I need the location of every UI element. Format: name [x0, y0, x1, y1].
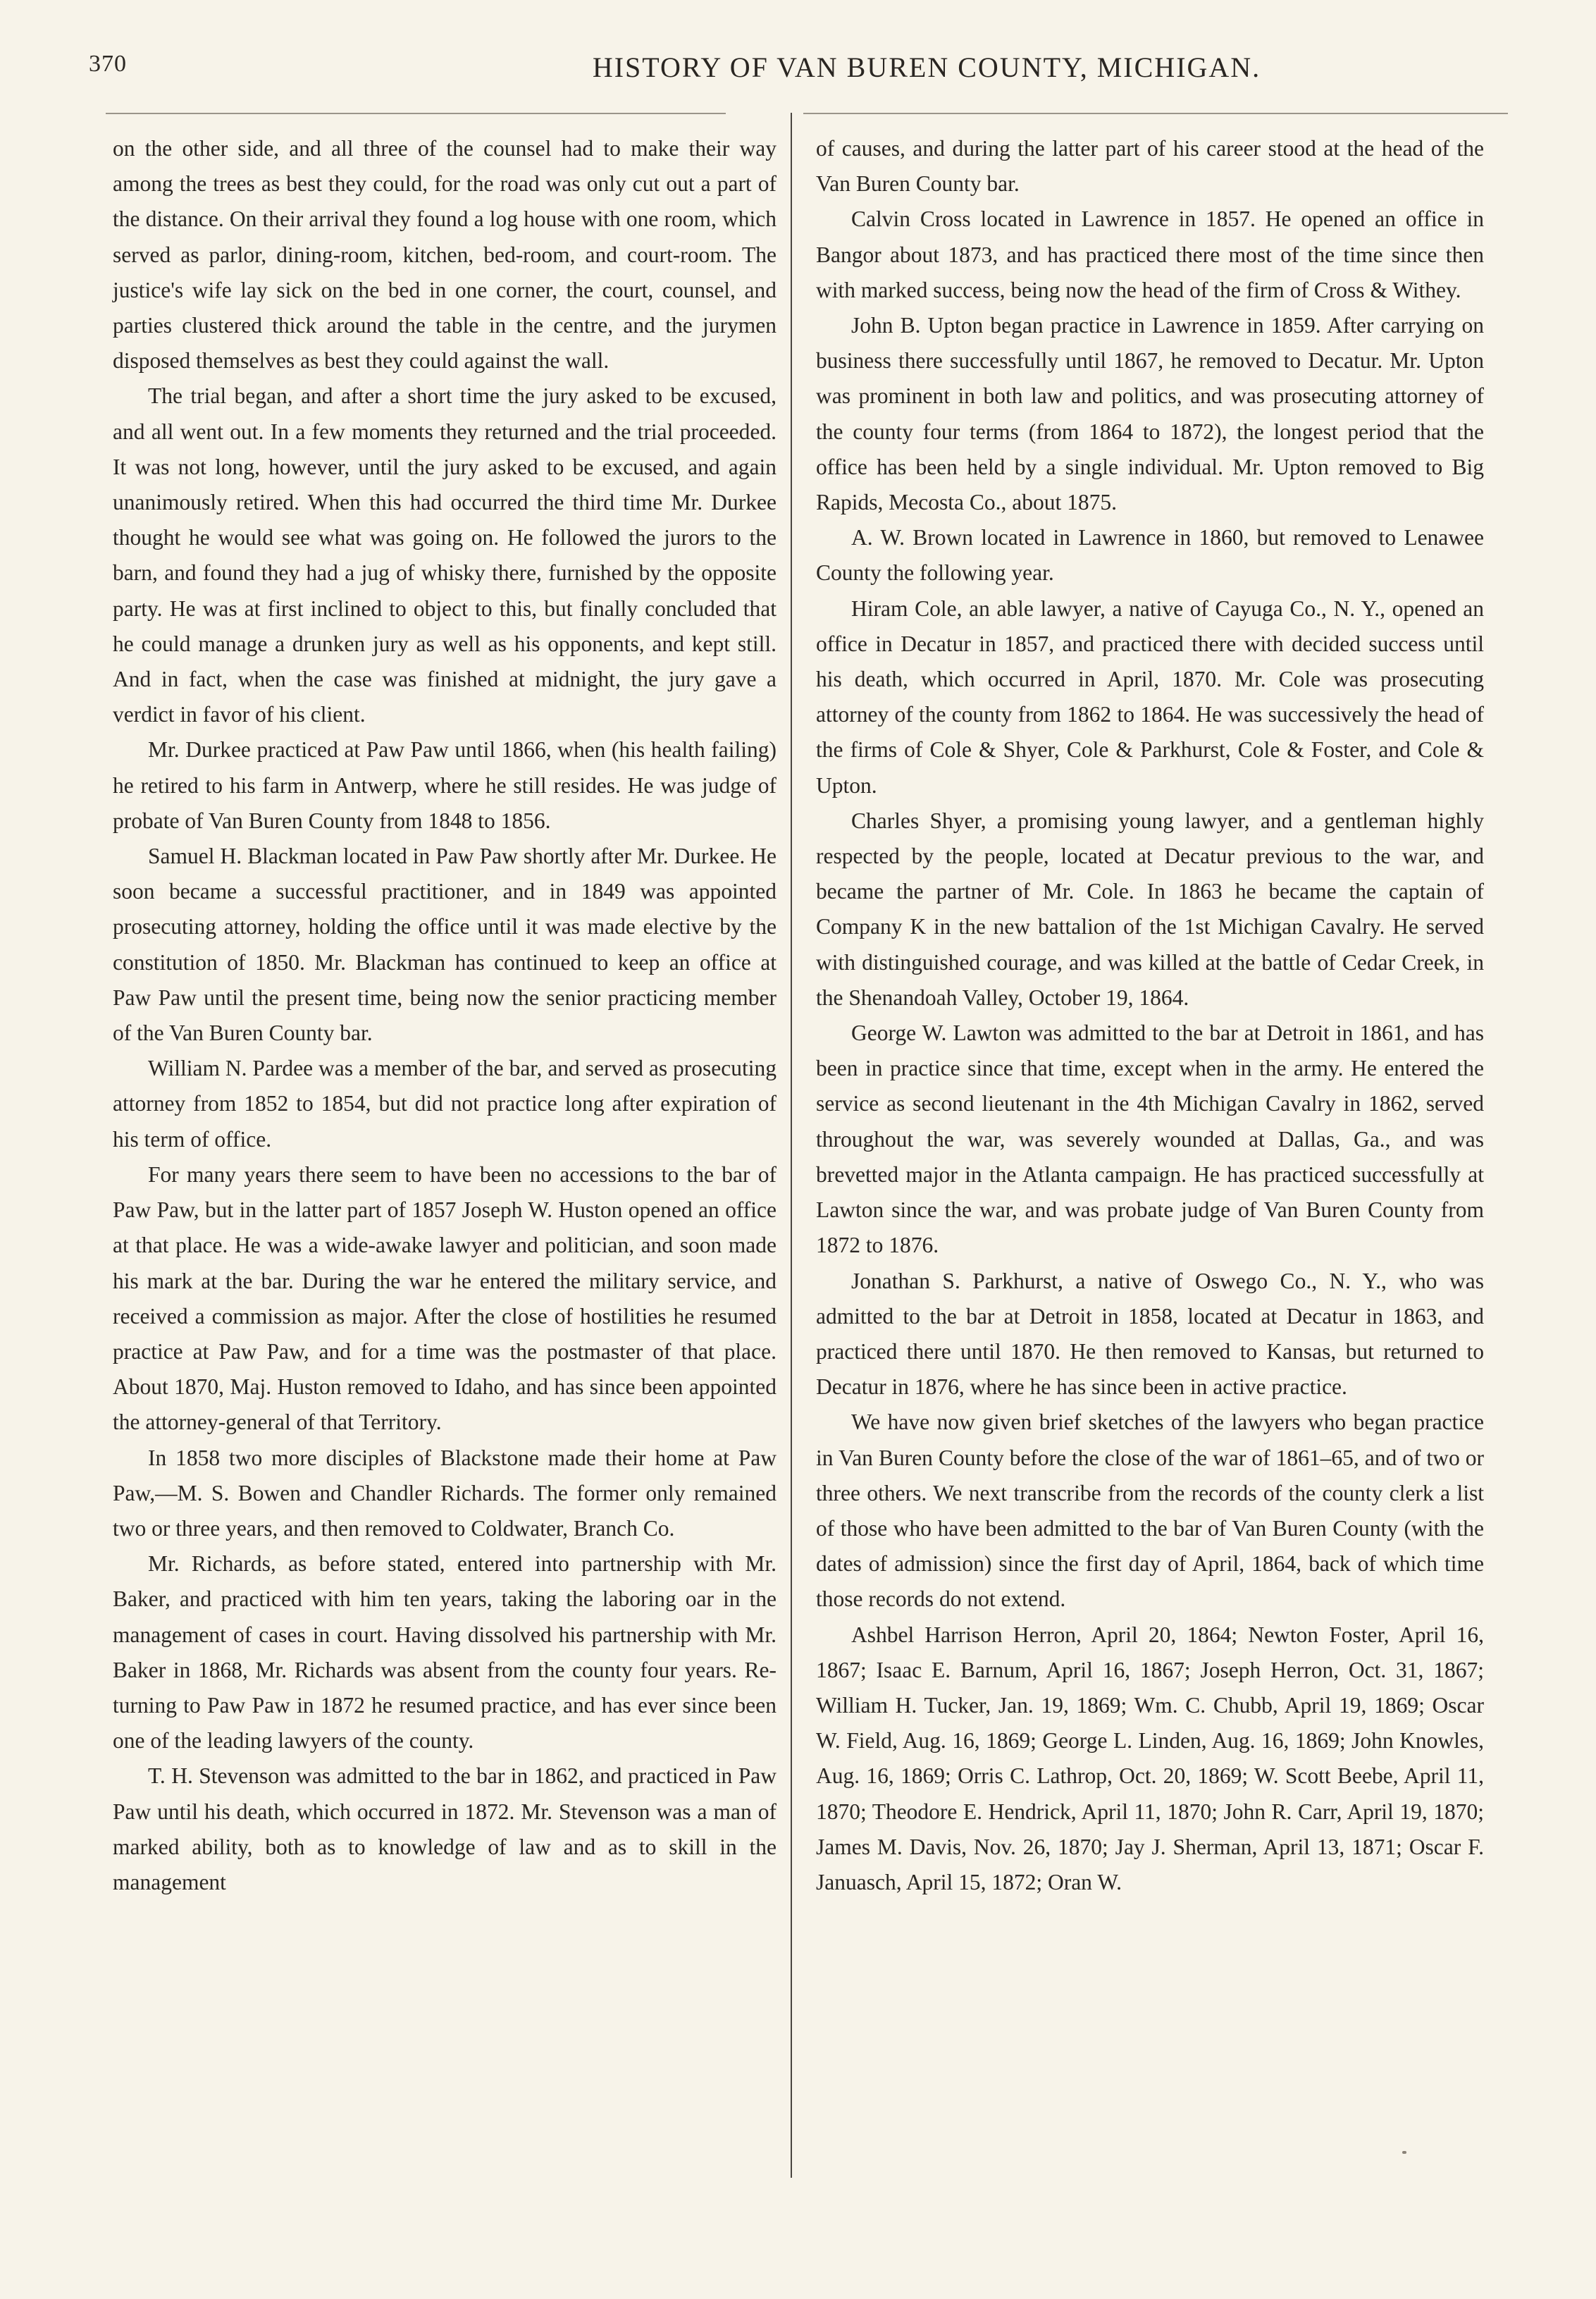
paragraph: Samuel H. Blackman located in Paw Paw shortly after Mr. Durkee. He soon became a successful practitioner, and in 1849 was appointed prosecuting attorney, holding the office until it was made elective by the constitution of 1850. Mr. Blackman has continued to keep an office at Paw Paw until the present time, being now the senior practicing member of the Van Buren County bar.: [113, 844, 777, 1046]
paragraph: Ashbel Harrison Herron, April 20, 1864; Newton Foster, April 16, 1867; Isaac E. Barnum, April 16, 1867; Joseph Herron, Oct. 31, 1867; William H. Tucker, Jan. 19, 1869; Wm. C. Chubb, April 19, 1869; Oscar W. Field, Aug. 16, 1869; George L. Linden, Aug. 16, 1869; John Knowles, Aug. 16, 1869; Orris C. Lathrop, Oct. 20, 1869; W. Scott Beebe, April 11, 1870; Theodore E. Hendrick, April 11, 1870; John R. Carr, April 19, 1870; James M. Davis, Nov. 26, 1870; Jay J. Sherman, April 13, 1871; Oscar F. Januasch, April 15, 1872; Oran W.: [816, 1622, 1484, 1894]
paragraph: Hiram Cole, an able lawyer, a native of Cayuga Co., N. Y., opened an office in Decatur in 1857, and practiced there with decided success until his death, which occurred in April, 1870. Mr. Cole was prosecuting attorney of the county from 1862 to 1864. He was successively the head of the firms of Cole & Shyer, Cole & Parkhurst, Cole & Foster, and Cole & Upton.: [816, 596, 1484, 798]
paragraph: George W. Lawton was admitted to the bar at Detroit in 1861, and has been in practice since that time, except when in the army. He entered the service as second lieutenant in the 4th Michigan Cavalry in 1862, served throughout the war, was severely wounded at Dallas, Ga., and was brevetted major in the Atlanta campaign. He has practiced successfully at Lawton since the war, and was probate judge of Van Buren County from 1872 to 1876.: [816, 1021, 1484, 1258]
header-rule-right: [803, 113, 1508, 114]
paragraph: John B. Upton began practice in Lawrence in 1859. After carrying on business there successfully until 1867, he removed to Decatur. Mr. Upton was prominent in both law and politics, and was prosecuting attorney of the county four terms (from 1864 to 1872), the longest period that the office has been held by a single individual. Mr. Upton removed to Big Rapids, Mecosta Co., about 1875.: [816, 313, 1484, 515]
page-number: 370: [89, 51, 127, 77]
header-rule-left: [106, 113, 726, 114]
paragraph: William N. Pardee was a member of the bar, and served as prosecuting attorney from 1852 to 1854, but did not practice long after expiration of his term of office.: [113, 1056, 777, 1152]
paragraph: A. W. Brown located in Lawrence in 1860, but removed to Lenawee County the following year.: [816, 525, 1484, 586]
column-divider: [791, 113, 792, 2178]
paragraph: Mr. Durkee practiced at Paw Paw until 1866, when (his health failing) he retired to his farm in Antwerp, where he still resides. He was judge of probate of Van Buren County from 1848 to 1856.: [113, 737, 777, 833]
ink-speck: [1402, 2151, 1406, 2154]
paragraph: of causes, and during the latter part of his career stood at the head of the Van Buren County bar.: [816, 136, 1484, 197]
paragraph: For many years there seem to have been no accessions to the bar of Paw Paw, but in the latter part of 1857 Joseph W. Huston opened an office at that place. He was a wide-awake lawyer and politician, and soon made his mark at the bar. During the war he entered the military service, and received a commission as major. After the close of hostilities he resumed practice at Paw Paw, and for a time was the postmaster of that place. About 1870, Maj. Huston removed to Idaho, and has since been appointed the attorney-general of that Territory.: [113, 1161, 777, 1435]
paragraph: on the other side, and all three of the counsel had to make their way among the trees as best they could, for the road was only cut out a part of the distance. On their arrival they found a log house with one room, which served as parlor, dining-room, kitchen, bed-room, and court-room. The justice's wife lay sick on the bed in one corner, the court, counsel, and parties clustered thick around the table in the centre, and the jurymen disposed themselves as best they could against the wall.: [113, 136, 777, 374]
running-head: HISTORY OF VAN BUREN COUNTY, MICHIGAN.: [592, 51, 1261, 83]
paragraph: We have now given brief sketches of the lawyers who began practice in Van Buren County before the close of the war of 1861–65, and of two or three others. We next transcribe from the records of the county clerk a list of those who have been admitted to the bar of Van Buren County (with the dates of admission) since the first day of April, 1864, back of which time those records do not extend.: [816, 1410, 1484, 1612]
right-column: [816, 131, 1484, 1900]
paragraph: The trial began, and after a short time the jury asked to be excused, and all went out. In a few moments they returned and the trial proceeded. It was not long, however, until the jury asked to be excused, and again unanimously retired. When this had occurred the third time Mr. Durkee thought he would see what was going on. He followed the jurors to the barn, and found they had a jug of whisky there, furnished by the opposite party. He was at first inclined to object to this, but finally concluded that he could manage a drunken jury as well as his opponents, and kept still. And in fact, when the case was finished at midnight, the jury gave a verdict in favor of his client.: [113, 383, 777, 727]
paragraph: Calvin Cross located in Lawrence in 1857. He opened an office in Bangor about 1873, and has practiced there most of the time since then with marked success, being now the head of the firm of Cross & Withey.: [816, 207, 1484, 302]
left-column: [113, 131, 777, 1900]
paragraph: Charles Shyer, a promising young lawyer, and a gentleman highly respected by the people, located at Decatur previous to the war, and became the partner of Mr. Cole. In 1863 he became the captain of Company K in the new battalion of the 1st Michigan Cavalry. He served with distinguished courage, and was killed at the battle of Cedar Creek, in the Shenandoah Valley, October 19, 1864.: [816, 808, 1484, 1010]
paragraph: In 1858 two more disciples of Blackstone made their home at Paw Paw,—M. S. Bowen and Chandler Richards. The former only remained two or three years, and then removed to Coldwater, Branch Co.: [113, 1445, 777, 1541]
paragraph: Mr. Richards, as before stated, entered into partnership with Mr. Baker, and practiced with him ten years, taking the laboring oar in the management of cases in court. Having dissolved his partnership with Mr. Baker in 1868, Mr. Richards was absent from the county four years. Returning to Paw Paw in 1872 he resumed practice, and has ever since been one of the leading lawyers of the county.: [113, 1551, 777, 1753]
paragraph: T. H. Stevenson was admitted to the bar in 1862, and practiced in Paw Paw until his death, which occurred in 1872. Mr. Stevenson was a man of marked ability, both as to knowledge of law and as to skill in the management: [113, 1763, 777, 1894]
paragraph: Jonathan S. Parkhurst, a native of Oswego Co., N. Y., who was admitted to the bar at Detroit in 1858, located at Decatur in 1863, and practiced there until 1870. He then removed to Kansas, but returned to Decatur in 1876, where he has since been in active practice.: [816, 1268, 1484, 1400]
